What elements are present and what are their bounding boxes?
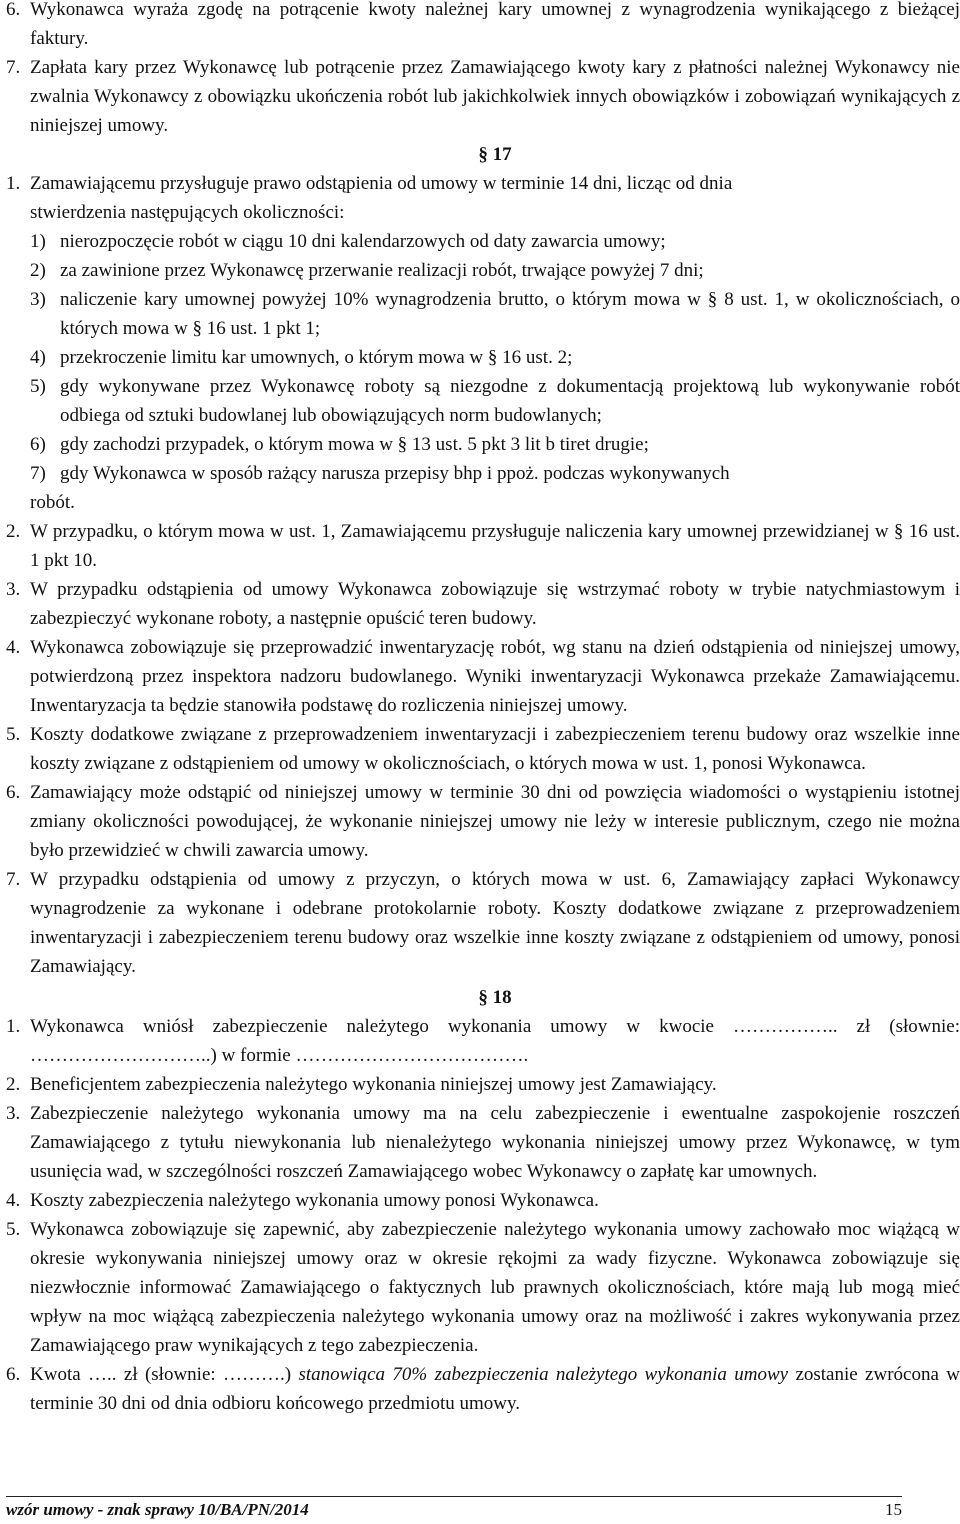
subitem-7: [0, 459, 960, 488]
subitem-3: [0, 285, 960, 343]
subitem-text: naliczenie kary umownej powyżej 10% wynagrodzenia brutto, o którym mowa w § 8 ust. 1, w okolicznościach, o których mowa w § 16 ust. 1 pkt 1;: [60, 289, 960, 339]
paragraph-text: Wykonawca wniósł zabezpieczenie należytego wykonania umowy w kwocie …………….. zł (słownie: ………………………..) w formie ……………………………….: [30, 1016, 960, 1066]
paragraph-number: 2.: [6, 1074, 21, 1095]
section-18-paragraph-3: [0, 1099, 960, 1186]
subitem-text: gdy Wykonawca w sposób rażący narusza przepisy bhp i ppoż. podczas wykonywanych: [60, 463, 730, 484]
section-17-paragraph-3: [0, 575, 960, 633]
section-17-paragraph-4: [0, 633, 960, 720]
paragraph-number: 2.: [6, 521, 21, 542]
subitem-1: [0, 227, 960, 256]
section-17-paragraph-6: [0, 778, 960, 865]
subitem-number: 6): [30, 434, 46, 455]
paragraph-number: 6.: [6, 0, 21, 20]
page-footer: [6, 1496, 902, 1521]
subitem-number: 7): [30, 463, 46, 484]
subitem-text: przekroczenie limitu kar umownych, o którym mowa w § 16 ust. 2;: [60, 347, 573, 368]
subitem-number: 5): [30, 376, 46, 397]
subitem-number: 2): [30, 260, 46, 281]
section-17-paragraph-2: [0, 517, 960, 575]
subitem-5: [0, 372, 960, 430]
paragraph-text: Zabezpieczenie należytego wykonania umowy ma na celu zabezpieczenie i ewentualne zaspokojenie roszczeń Zamawiającego z tytułu niewykonania lub nienależytego wykonania niniejszej umowy przez Wykonawcę, w tym usunięcia wad, w szczególności roszczeń Zamawiającego wobec Wykonawcy o zapłatę kar umownych.: [30, 1103, 960, 1182]
paragraph-number: 6.: [6, 782, 21, 803]
section-18-paragraph-6: [0, 1360, 960, 1418]
subitem-number: 3): [30, 289, 46, 310]
paragraph-text: W przypadku odstąpienia od umowy Wykonawca zobowiązuje się wstrzymać roboty w trybie natychmiastowym i zabezpieczyć wykonane roboty, a następnie opuścić teren budowy.: [30, 579, 960, 629]
subitem-number: 4): [30, 347, 46, 368]
paragraph-number: 1.: [6, 173, 21, 194]
section-18-heading: § 18: [478, 987, 512, 1008]
paragraph-number: 7.: [6, 57, 21, 78]
paragraph-text: Wykonawca wyraża zgodę na potrącenie kwoty należnej kary umownej z wynagrodzenia wynikającego z bieżącej faktury.: [30, 0, 960, 49]
paragraph-text: Zapłata kary przez Wykonawcę lub potrącenie przez Zamawiającego kwoty kary z płatności należnej Wykonawcy nie zwalnia Wykonawcy z obowiązku ukończenia robót lub jakichkolwiek innych obowiązków i zobowiązań wynikających z niniejszej umowy.: [30, 57, 960, 136]
section-18-paragraph-2: [0, 1070, 960, 1099]
page-number: 15: [885, 1500, 902, 1519]
paragraph-text: W przypadku odstąpienia od umowy z przyczyn, o których mowa w ust. 6, Zamawiający zapłaci Wykonawcy wynagrodzenie za wykonane i odebrane protokolarnie roboty. Koszty dodatkowe związane z przeprowadzeniem inwentaryzacji i zabezpieczeniem terenu budowy oraz wszelkie inne koszty związane z odstąpieniem od umowy, ponosi Zamawiający.: [30, 869, 960, 977]
subitem-6: [0, 430, 960, 459]
paragraph-text: Zamawiający może odstąpić od niniejszej umowy w terminie 30 dni od powzięcia wiadomości o wystąpieniu istotnej zmiany okoliczności powodującej, że wykonanie niniejszej umowy nie leży w interesie publicznym, czego nie można było przewidzieć w chwili zawarcia umowy.: [30, 782, 960, 861]
paragraph-text-italic: stanowiąca 70% zabezpieczenia należytego wykonania umowy: [298, 1364, 789, 1385]
paragraph-number: 1.: [6, 1016, 21, 1037]
subitem-text: gdy zachodzi przypadek, o którym mowa w § 13 ust. 5 pkt 3 lit b tiret drugie;: [60, 434, 649, 455]
subitem-2: [0, 256, 960, 285]
paragraph-text: W przypadku, o którym mowa w ust. 1, Zamawiającemu przysługuje naliczenia kary umownej przewidzianej w § 16 ust. 1 pkt 10.: [30, 521, 960, 571]
subitem-continuation: robót.: [30, 492, 75, 513]
section-17-paragraph-7: [0, 865, 960, 981]
footer-document-reference: wzór umowy - znak sprawy 10/BA/PN/2014: [6, 1500, 309, 1519]
subitem-number: 1): [30, 231, 46, 252]
paragraph-text: Wykonawca zobowiązuje się zapewnić, aby zabezpieczenie należytego wykonania umowy zachowało moc wiążącą w okresie wykonywania niniejszej umowy oraz w okresie rękojmi za wady fizyczne. Wykonawca zobowiązuje się niezwłocznie informować Zamawiającego o faktycznych lub prawnych okolicznościach, które mają lub mogą mieć wpływ na moc wiążącą zabezpieczenia należytego wykonania umowy oraz na możliwość i zakres wykonywania przez Zamawiającego praw wynikających z tego zabezpieczenia.: [30, 1219, 960, 1356]
paragraph-6: [0, 0, 960, 53]
paragraph-number: 4.: [6, 1190, 21, 1211]
paragraph-text: Beneficjentem zabezpieczenia należytego wykonania niniejszej umowy jest Zamawiający.: [30, 1074, 717, 1095]
subitem-text: gdy wykonywane przez Wykonawcę roboty są niezgodne z dokumentacją projektową lub wykonywanie robót odbiega od sztuki budowlanej lub obowiązujących norm budowlanych;: [60, 376, 960, 426]
section-17-paragraph-1: [0, 169, 960, 198]
paragraph-number: 4.: [6, 637, 21, 658]
paragraph-7: [0, 53, 960, 140]
subitem-4: [0, 343, 960, 372]
paragraph-number: 5.: [6, 724, 21, 745]
paragraph-text-a: Kwota ….. zł (słownie: ……….): [30, 1364, 299, 1385]
paragraph-number: 7.: [6, 869, 21, 890]
paragraph-text: Wykonawca zobowiązuje się przeprowadzić inwentaryzację robót, wg stanu na dzień odstąpienia od niniejszej umowy, potwierdzoną przez inspektora nadzoru budowlanego. Wyniki inwentaryzacji Wykonawca przekaże Zamawiającemu. Inwentaryzacja ta będzie stanowiła podstawę do rozliczenia niniejszej umowy.: [30, 637, 960, 716]
subitem-text: za zawinione przez Wykonawcę przerwanie realizacji robót, trwające powyżej 7 dni;: [60, 260, 704, 281]
paragraph-text-b: zostanie zwrócona w terminie 30 dni od dnia odbioru końcowego przedmiotu umowy.: [30, 1364, 960, 1414]
section-17-paragraph-5: [0, 720, 960, 778]
paragraph-text: Zamawiającemu przysługuje prawo odstąpienia od umowy w terminie 14 dni, licząc od dnia: [30, 173, 733, 194]
paragraph-number: 6.: [6, 1364, 21, 1385]
section-17-heading: § 17: [478, 144, 512, 165]
paragraph-text: Koszty zabezpieczenia należytego wykonania umowy ponosi Wykonawca.: [30, 1190, 599, 1211]
paragraph-number: 3.: [6, 1103, 21, 1124]
section-18-paragraph-1: [0, 1012, 960, 1070]
section-18-paragraph-4: [0, 1186, 960, 1215]
paragraph-continuation: stwierdzenia następujących okoliczności:: [30, 202, 345, 223]
section-18-paragraph-5: [0, 1215, 960, 1360]
paragraph-number: 3.: [6, 579, 21, 600]
subitem-text: nierozpoczęcie robót w ciągu 10 dni kalendarzowych od daty zawarcia umowy;: [60, 231, 666, 252]
paragraph-number: 5.: [6, 1219, 21, 1240]
paragraph-text: Koszty dodatkowe związane z przeprowadzeniem inwentaryzacji i zabezpieczeniem terenu budowy oraz wszelkie inne koszty związane z odstąpieniem od umowy w okolicznościach, o których mowa w ust. 1, ponosi Wykonawca.: [30, 724, 960, 774]
